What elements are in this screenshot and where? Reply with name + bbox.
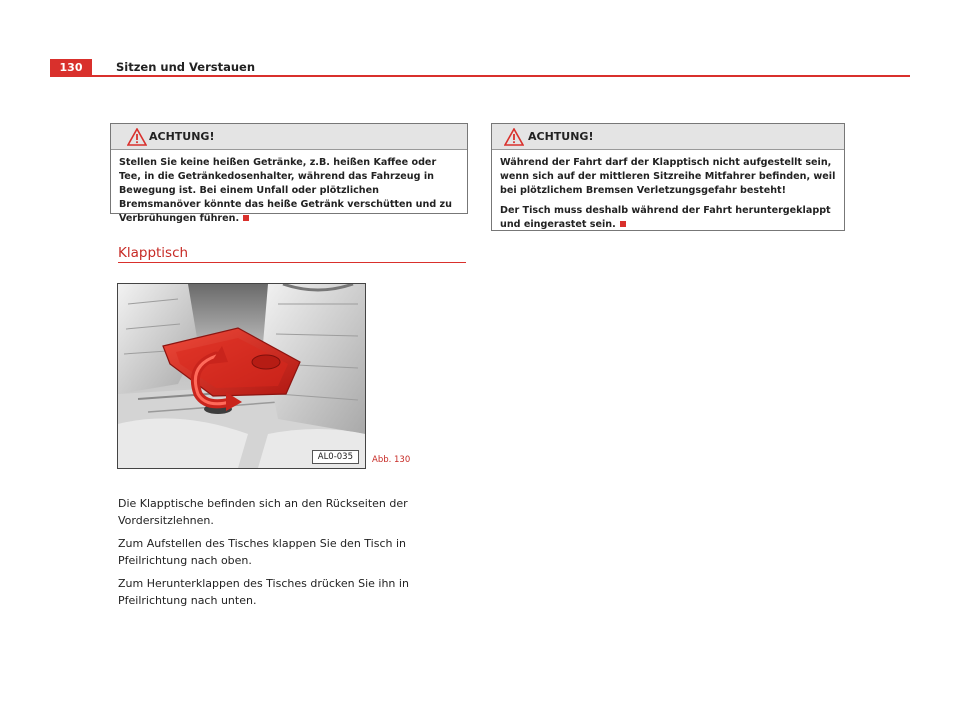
warning-header [492, 124, 844, 150]
chapter-title: Sitzen und Verstauen [116, 60, 256, 74]
body-paragraph: Zum Aufstellen des Tisches klappen Sie den Tisch in Pfeilrichtung nach oben. [118, 537, 407, 567]
folding-table-illustration [117, 283, 366, 469]
warning-title: ACHTUNG! [149, 130, 215, 143]
section-title: Klapptisch [118, 245, 189, 261]
end-square-icon [620, 221, 626, 227]
warning-box-folding-table [491, 123, 845, 231]
body-paragraph: Die Klapptische befinden sich an den Rückseiten der Vordersitzlehnen. [118, 497, 408, 527]
warning-paragraph: Während der Fahrt darf der Klapptisch nicht aufgestellt sein, wenn sich auf der mittleren Sitzreihe Mitfahrer befinden, weil bei plötzlichem Bremsen Verletzungsgefahr besteht! [500, 157, 836, 196]
warning-paragraph: Der Tisch muss deshalb während der Fahrt heruntergeklappt und eingerastet sein. [500, 205, 831, 230]
warning-box-hot-drinks [110, 123, 468, 224]
warning-header [111, 124, 467, 150]
warning-triangle-icon [127, 128, 147, 146]
page-header [50, 59, 910, 77]
section-divider [118, 262, 466, 263]
page-number: 130 [50, 59, 92, 77]
warning-triangle-icon [504, 128, 524, 146]
warning-paragraph: Stellen Sie keine heißen Getränke, z.B. heißen Kaffee oder Tee, in die Getränkedosenhalter, während das Fahrzeug in Bewegung ist. Bei einem Unfall oder plötzlichen Bremsmanöver könnte das heiße Getränk verschütten und zu Verbrühungen führen. [119, 157, 452, 224]
body-paragraph: Zum Herunterklappen des Tisches drücken Sie ihn in Pfeilrichtung nach unten. [118, 577, 409, 607]
header-divider [92, 75, 910, 77]
warning-text [492, 150, 844, 242]
figure-caption: Abb. 130 [372, 455, 411, 465]
warning-text [111, 150, 467, 236]
body-text [118, 496, 468, 616]
seat-table-drawing [118, 284, 365, 468]
figure-code-label: AL0-035 [312, 450, 359, 464]
warning-title: ACHTUNG! [528, 130, 594, 143]
end-square-icon [243, 215, 249, 221]
